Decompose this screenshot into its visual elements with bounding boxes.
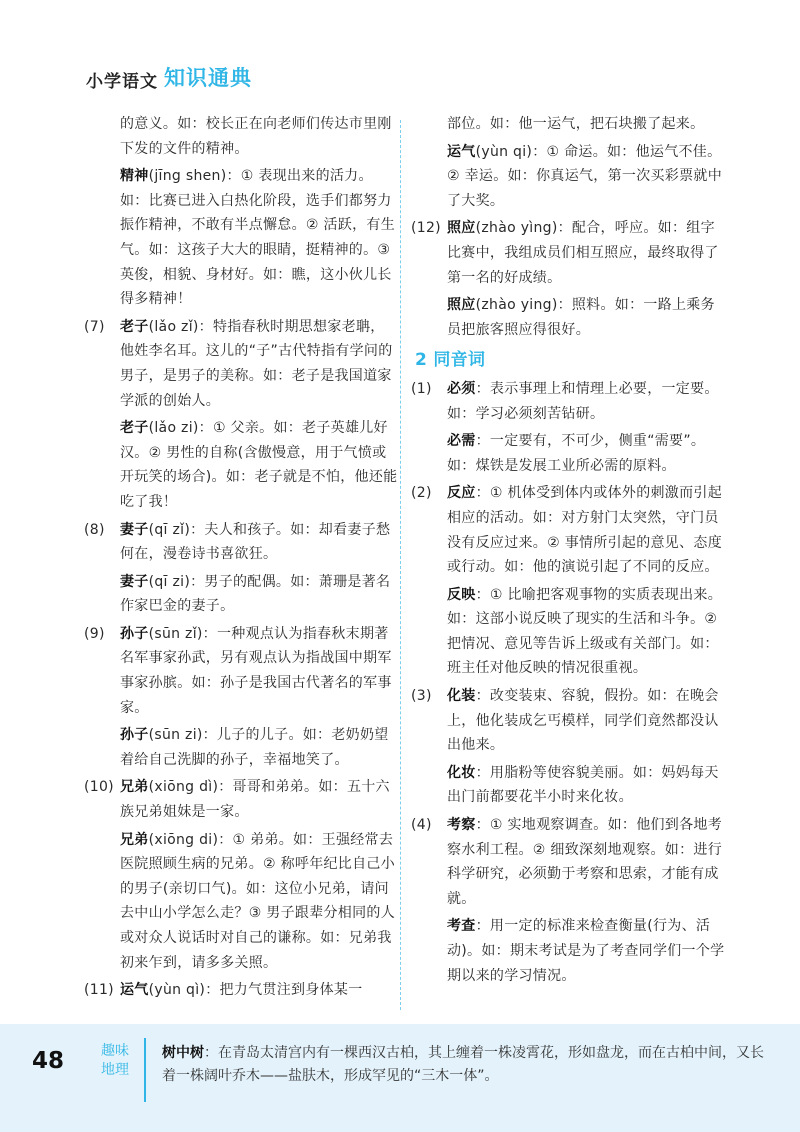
entry-main xyxy=(411,377,725,426)
entry-number: (12) xyxy=(411,220,441,237)
entry-text: 部位。如：他一运气，把石块搬了起来。 xyxy=(447,116,705,132)
entry-number: (10) xyxy=(84,779,114,796)
entry-term: 老子 xyxy=(120,318,149,335)
variant-text: ：一定要有，不可少，侧重“需要”。如：煤铁是发展工业所必需的原料。 xyxy=(447,433,706,474)
entry-main xyxy=(84,775,398,824)
fun-geography-tag xyxy=(97,1042,133,1080)
entry-main xyxy=(84,518,398,567)
entry-term: 必须 xyxy=(447,380,476,397)
entry-variant xyxy=(447,583,725,681)
entry-number: (2) xyxy=(411,485,432,502)
entry-term: 运气 xyxy=(120,982,149,999)
entry-number: (8) xyxy=(84,521,105,538)
section-title: 2 同音词 xyxy=(415,350,486,371)
word-entry xyxy=(413,481,725,681)
entry-text: (xiōng dì)：哥哥和弟弟。如：五十六族兄弟姐妹是一家。 xyxy=(120,779,390,821)
variant-term: 反映 xyxy=(447,586,476,603)
entry-main xyxy=(84,622,398,720)
entry-variant xyxy=(447,761,725,810)
word-entry xyxy=(86,978,398,1003)
footer-note xyxy=(162,1042,772,1088)
entry-main xyxy=(411,813,725,911)
footer-band xyxy=(0,1024,800,1132)
tag-line-1: 趣味 xyxy=(101,1043,129,1059)
word-entry xyxy=(86,622,398,773)
word-entry xyxy=(413,684,725,810)
variant-text: (qī zi)：男子的配偶。如：萧珊是著名作家巴金的妻子。 xyxy=(120,573,391,615)
word-entry xyxy=(86,112,398,312)
page-header xyxy=(86,62,252,92)
entry-number: (9) xyxy=(84,625,105,642)
left-column xyxy=(86,112,398,1006)
entry-variant xyxy=(120,570,398,619)
entry-text: (qī zǐ)：夫人和孩子。如：却看妻子愁何在，漫卷诗书喜欲狂。 xyxy=(120,521,391,563)
entry-term: 妻子 xyxy=(120,521,149,538)
variant-text: (lǎo zi)：① 父亲。如：老子英雄儿好汉。② 男性的自称(含傲慢意，用于气愤或开玩笑的场合)。如：老子就是不怕，他还能吃了我！ xyxy=(120,420,398,510)
word-entry xyxy=(86,775,398,975)
entry-term: 考察 xyxy=(447,817,476,834)
right-column xyxy=(413,112,725,991)
entry-main xyxy=(84,315,398,413)
entry-number: (3) xyxy=(411,688,432,705)
entry-term: 孙子 xyxy=(120,625,149,642)
variant-term: 老子 xyxy=(120,420,149,437)
entry-main xyxy=(411,481,725,579)
entry-main xyxy=(447,112,725,137)
entry-text: (yùn qì)：把力气贯注到身体某一 xyxy=(148,982,363,999)
variant-term: 精神 xyxy=(120,168,149,185)
entry-term: 照应 xyxy=(447,220,476,237)
footer-term: 树中树 xyxy=(162,1045,204,1061)
word-entry xyxy=(86,315,398,515)
entry-variant xyxy=(120,164,398,312)
variant-term: 必需 xyxy=(447,433,476,450)
entry-number: (7) xyxy=(84,318,105,335)
footer-separator xyxy=(144,1038,146,1102)
variant-term: 运气 xyxy=(447,143,476,160)
entry-variant xyxy=(447,429,725,478)
entry-main xyxy=(120,112,398,161)
entry-text: ：① 机体受到体内或体外的刺激而引起相应的活动。如：对方射门太突然，守门员没有反应过来。② 事情所引起的意见、态度或行动。如：他的演说引起了不同的反应。 xyxy=(447,485,723,576)
entry-variant xyxy=(447,914,725,988)
variant-text: (zhào ying)：照料。如：一路上乘务员把旅客照应得很好。 xyxy=(447,297,715,338)
entry-main xyxy=(411,684,725,758)
word-entry xyxy=(86,518,398,619)
entry-number: (4) xyxy=(411,817,432,834)
variant-term: 兄弟 xyxy=(120,831,149,848)
series-title: 知识通典 xyxy=(164,66,252,90)
word-entry xyxy=(413,112,725,213)
entry-variant xyxy=(120,828,398,976)
variant-text: (xiōng di)：① 弟弟。如：王强经常去医院照顾生病的兄弟。② 称呼年纪比自己小的男子(亲切口气)。如：这位小兄弟，请问去中山小学怎么走？③ 男子跟辈分相同的人或对众人说话时对自己的谦称。如：兄弟我初来乍到，请多多关照。 xyxy=(120,831,395,971)
entry-text: (zhào yìng)：配合，呼应。如：组字比赛中，我组成员们相互照应，最终取得了第一名的好成绩。 xyxy=(447,220,719,286)
variant-term: 化妆 xyxy=(447,764,476,781)
entry-main xyxy=(84,978,398,1003)
word-entry xyxy=(413,813,725,988)
entry-number: (1) xyxy=(411,380,432,397)
variant-text: ：用一定的标准来检查衡量(行为、活动)。如：期末考试是为了考查同学们一个学期以来的学习情况。 xyxy=(447,918,725,984)
entry-text: 的意义。如：校长正在向老师们传达市里刚下发的文件的精神。 xyxy=(120,116,392,157)
entry-term: 化装 xyxy=(447,688,476,705)
word-entry xyxy=(413,216,725,342)
variant-text: ：用脂粉等使容貌美丽。如：妈妈每天出门前都要花半小时来化妆。 xyxy=(447,764,719,806)
entry-main xyxy=(411,216,725,290)
footer-text: ：在青岛太清宫内有一棵西汉古柏，其上缠着一株凌霄花，形如盘龙，而在古柏中间，又长着一株阔叶乔木——盐肤木，形成罕见的“三木一体”。 xyxy=(162,1045,764,1084)
variant-text: ：① 比喻把客观事物的实质表现出来。如：这部小说反映了现实的生活和斗争。② 把情况、意见等告诉上级或有关部门。如：班主任对他反映的情况很重视。 xyxy=(447,586,723,677)
entry-text: ：① 实地观察调查。如：他们到各地考察水利工程。② 细致深刻地观察。如：进行科学研究，必须勤于考察和思索，才能有成就。 xyxy=(447,817,723,907)
variant-term: 孙子 xyxy=(120,727,149,744)
variant-text: (yùn qi)：① 命运。如：他运气不佳。② 幸运。如：你真运气，第一次买彩票就中了大奖。 xyxy=(447,143,722,209)
variant-text: (jīng shen)：① 表现出来的活力。如：比赛已进入白热化阶段，选手们都努力振作精神，不敢有半点懈怠。② 活跃，有生气。如：这孩子大大的眼睛，挺精神的。③ 英俊，相貌、身材好。如：瞧，这小伙儿长得多精神！ xyxy=(120,168,395,308)
entry-text: (sūn zǐ)：一种观点认为指春秋末期著名军事家孙武，另有观点认为指战国中期军事家孙膑。如：孙子是我国古代著名的军事家。 xyxy=(120,625,392,716)
entry-text: ：表示事理上和情理上必要，一定要。如：学习必须刻苦钻研。 xyxy=(447,380,719,422)
entry-number: (11) xyxy=(84,982,114,999)
entry-text: ：改变装束、容貌，假扮。如：在晚会上，他化装成乞丐模样，同学们竟然都没认出他来。 xyxy=(447,688,719,754)
page-number: 48 xyxy=(32,1048,65,1074)
variant-term: 照应 xyxy=(447,297,476,314)
tag-line-2: 地理 xyxy=(101,1062,129,1078)
entry-term: 反应 xyxy=(447,485,476,502)
entry-variant xyxy=(447,293,725,342)
variant-text: (sūn zi)：儿子的儿子。如：老奶奶望着给自己洗脚的孙子，幸福地笑了。 xyxy=(120,727,389,768)
entry-variant xyxy=(120,723,398,772)
column-divider xyxy=(400,120,401,1010)
word-entry xyxy=(413,377,725,478)
entry-variant xyxy=(120,416,398,514)
entry-text: (lǎo zǐ)：特指春秋时期思想家老聃，他姓李名耳。这儿的“子”古代特指有学问的男子，是男子的美称。如：老子是我国道家学派的创始人。 xyxy=(120,318,393,409)
entry-variant xyxy=(447,140,725,214)
book-title: 小学语文 xyxy=(86,72,158,92)
variant-term: 考查 xyxy=(447,918,476,935)
entry-term: 兄弟 xyxy=(120,779,149,796)
variant-term: 妻子 xyxy=(120,573,149,590)
